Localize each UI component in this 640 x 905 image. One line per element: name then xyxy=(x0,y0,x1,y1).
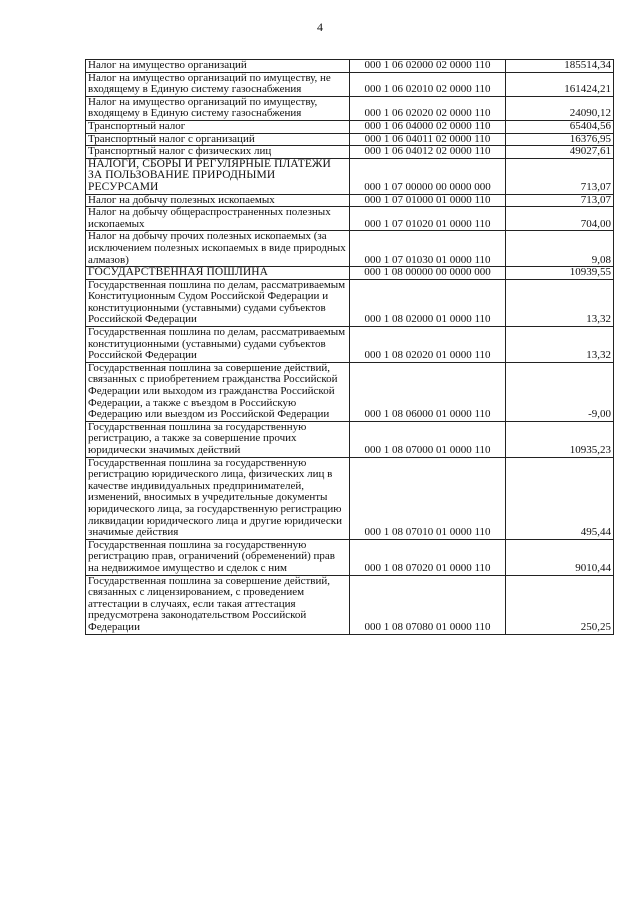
amount-cell: 49027,61 xyxy=(506,146,614,159)
table-row xyxy=(86,133,614,146)
budget-code-cell: 000 1 06 04000 02 0000 110 xyxy=(350,120,506,133)
amount-cell: 13,32 xyxy=(506,279,614,326)
revenue-name-cell: Государственная пошлина за государственную регистрацию юридического лица, физических лиц в качестве индивидуальных предпринимателей, изменений, вносимых в учредительные документы юридического лица, за государственную регистрацию ликвидации юридического лица и другие юридически значимые действия xyxy=(86,457,350,539)
amount-cell: 185514,34 xyxy=(506,60,614,73)
revenue-name-cell: Налог на добычу общераспространенных полезных ископаемых xyxy=(86,207,350,231)
budget-code-cell: 000 1 08 00000 00 0000 000 xyxy=(350,267,506,280)
revenue-name-cell: Государственная пошлина за государственную регистрацию прав, ограничений (обременений) прав на недвижимое имущество и сделок с ним xyxy=(86,539,350,575)
amount-cell: 250,25 xyxy=(506,575,614,634)
revenue-name-cell: ГОСУДАРСТВЕННАЯ ПОШЛИНА xyxy=(86,267,350,280)
table-row xyxy=(86,194,614,207)
table-row xyxy=(86,96,614,120)
table-row xyxy=(86,72,614,96)
amount-cell: 13,32 xyxy=(506,327,614,363)
budget-code-cell: 000 1 08 02000 01 0000 110 xyxy=(350,279,506,326)
budget-code-cell: 000 1 06 02020 02 0000 110 xyxy=(350,96,506,120)
revenue-name-cell: Налог на добычу прочих полезных ископаемых (за исключением полезных ископаемых в виде природных алмазов) xyxy=(86,231,350,267)
budget-code-cell: 000 1 07 01000 01 0000 110 xyxy=(350,194,506,207)
table-row xyxy=(86,60,614,73)
amount-cell: 495,44 xyxy=(506,457,614,539)
table-row xyxy=(86,120,614,133)
amount-cell: 10939,55 xyxy=(506,267,614,280)
revenue-name-cell: Транспортный налог с физических лиц xyxy=(86,146,350,159)
budget-code-cell: 000 1 06 04011 02 0000 110 xyxy=(350,133,506,146)
budget-code-cell: 000 1 08 07020 01 0000 110 xyxy=(350,539,506,575)
table-row xyxy=(86,279,614,326)
budget-code-cell: 000 1 07 01020 01 0000 110 xyxy=(350,207,506,231)
table-row xyxy=(86,575,614,634)
amount-cell: 713,07 xyxy=(506,158,614,194)
amount-cell: 9010,44 xyxy=(506,539,614,575)
budget-code-cell: 000 1 06 04012 02 0000 110 xyxy=(350,146,506,159)
budget-code-cell: 000 1 08 07000 01 0000 110 xyxy=(350,421,506,457)
table-row xyxy=(86,207,614,231)
amount-cell: 10935,23 xyxy=(506,421,614,457)
revenue-name-cell: НАЛОГИ, СБОРЫ И РЕГУЛЯРНЫЕ ПЛАТЕЖИ ЗА ПОЛЬЗОВАНИЕ ПРИРОДНЫМИ РЕСУРСАМИ xyxy=(86,158,350,194)
revenue-name-cell: Налог на имущество организаций xyxy=(86,60,350,73)
table-row xyxy=(86,457,614,539)
table-row xyxy=(86,146,614,159)
amount-cell: 704,00 xyxy=(506,207,614,231)
revenue-name-cell: Государственная пошлина за совершение действий, связанных с приобретением гражданства Российской Федерации или выходом из гражданства Российской Федерации, а также с въездом в Российскую Федерацию или выездом из Российской Федерации xyxy=(86,362,350,421)
budget-code-cell: 000 1 08 06000 01 0000 110 xyxy=(350,362,506,421)
budget-code-cell: 000 1 07 01030 01 0000 110 xyxy=(350,231,506,267)
revenue-name-cell: Налог на имущество организаций по имуществу, не входящему в Единую систему газоснабжения xyxy=(86,72,350,96)
budget-code-cell: 000 1 08 07080 01 0000 110 xyxy=(350,575,506,634)
revenue-name-cell: Государственная пошлина по делам, рассматриваемым Конституционным Судом Российской Федерации и конституционными (уставными) судами субъектов Российской Федерации xyxy=(86,279,350,326)
amount-cell: -9,00 xyxy=(506,362,614,421)
revenue-table-body xyxy=(86,60,614,635)
amount-cell: 24090,12 xyxy=(506,96,614,120)
table-row xyxy=(86,327,614,363)
revenue-table xyxy=(85,59,614,635)
budget-code-cell: 000 1 06 02000 02 0000 110 xyxy=(350,60,506,73)
amount-cell: 9,08 xyxy=(506,231,614,267)
revenue-name-cell: Транспортный налог xyxy=(86,120,350,133)
page-number: 4 xyxy=(317,20,323,34)
revenue-name-cell: Государственная пошлина за государственную регистрацию, а также за совершение прочих юридически значимых действий xyxy=(86,421,350,457)
revenue-name-cell: Налог на добычу полезных ископаемых xyxy=(86,194,350,207)
table-row xyxy=(86,539,614,575)
table-row xyxy=(86,362,614,421)
table-row xyxy=(86,267,614,280)
amount-cell: 161424,21 xyxy=(506,72,614,96)
revenue-name-cell: Налог на имущество организаций по имуществу, входящему в Единую систему газоснабжения xyxy=(86,96,350,120)
budget-code-cell: 000 1 07 00000 00 0000 000 xyxy=(350,158,506,194)
table-row xyxy=(86,231,614,267)
budget-code-cell: 000 1 08 02020 01 0000 110 xyxy=(350,327,506,363)
table-row xyxy=(86,421,614,457)
amount-cell: 65404,56 xyxy=(506,120,614,133)
table-row xyxy=(86,158,614,194)
revenue-name-cell: Государственная пошлина по делам, рассматриваемым конституционными (уставными) судами субъектов Российской Федерации xyxy=(86,327,350,363)
revenue-name-cell: Государственная пошлина за совершение действий, связанных с лицензированием, с проведением аттестации в случаях, если такая аттестация предусмотрена законодательством Российской Федерации xyxy=(86,575,350,634)
revenue-name-cell: Транспортный налог с организаций xyxy=(86,133,350,146)
amount-cell: 713,07 xyxy=(506,194,614,207)
amount-cell: 16376,95 xyxy=(506,133,614,146)
budget-code-cell: 000 1 06 02010 02 0000 110 xyxy=(350,72,506,96)
budget-code-cell: 000 1 08 07010 01 0000 110 xyxy=(350,457,506,539)
